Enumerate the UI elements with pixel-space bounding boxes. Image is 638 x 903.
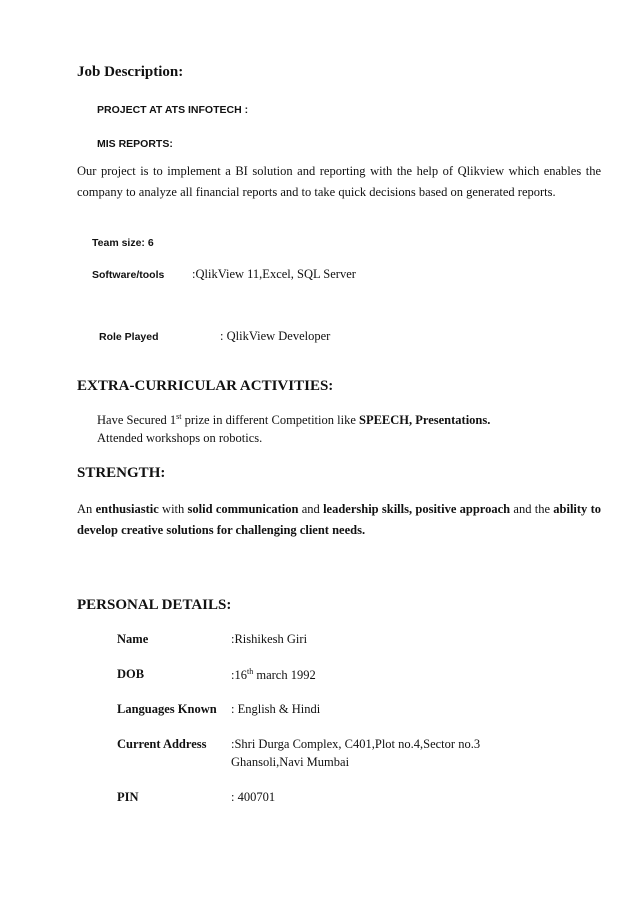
ordinal-suffix: st (176, 412, 182, 421)
strength-bold-2: solid communication (187, 502, 299, 516)
extra-curricular-heading: EXTRA-CURRICULAR ACTIVITIES: (77, 378, 334, 394)
role-played-label: Role Played (99, 331, 159, 343)
strength-bold-1: enthusiastic (95, 502, 159, 516)
strength-text-2: with (158, 502, 188, 516)
mis-reports-label: MIS REPORTS: (97, 138, 173, 150)
strength-text-3: and (298, 502, 324, 516)
name-label: Name (117, 632, 149, 646)
activity-mid: prize in different Competition like (181, 413, 359, 428)
pin-label: PIN (117, 790, 139, 804)
dob-ordinal: th (246, 667, 254, 676)
dob-prefix: :16 (231, 668, 247, 683)
team-size: Team size: 6 (92, 237, 154, 249)
project-description: Our project is to implement a BI solution and reporting with the help of Qlikview which enables the company to analyze all financial reports and to take quick decisions based on generated reports. (77, 164, 601, 199)
strength-text-4: and the (510, 502, 554, 516)
role-played-value: : QlikView Developer (220, 329, 331, 343)
languages-value: : English & Hindi (231, 702, 321, 716)
activity-line-1 (97, 412, 490, 428)
strength-paragraph (77, 499, 601, 541)
software-tools-label: Software/tools (92, 269, 165, 281)
strength-heading: STRENGTH: (77, 465, 166, 481)
software-tools-value: :QlikView 11,Excel, SQL Server (192, 267, 356, 281)
name-value: :Rishikesh Giri (231, 632, 308, 646)
dob-value (231, 667, 316, 683)
address-line-2: Ghansoli,Navi Mumbai (231, 755, 350, 769)
project-label: PROJECT AT ATS INFOTECH : (97, 104, 249, 116)
dob-suffix: march 1992 (253, 668, 316, 683)
dob-label: DOB (117, 667, 145, 681)
address-label: Current Address (117, 737, 207, 751)
personal-details-heading: PERSONAL DETAILS: (77, 597, 232, 613)
address-line-1: :Shri Durga Complex, C401,Plot no.4,Sector no.3 (231, 737, 481, 751)
activity-prefix: Have Secured 1 (97, 413, 177, 428)
pin-value: : 400701 (231, 790, 276, 804)
activity-line-2: Attended workshops on robotics. (97, 431, 263, 445)
strength-bold-3: leadership skills, positive approach (323, 502, 511, 516)
languages-label: Languages Known (117, 702, 217, 716)
activity-bold: SPEECH, Presentations. (359, 413, 491, 428)
strength-bold-4: ability to develop creative solutions for challenging client needs. (77, 502, 601, 537)
job-description-heading: Job Description: (77, 64, 184, 80)
strength-text-1: An (77, 502, 96, 516)
